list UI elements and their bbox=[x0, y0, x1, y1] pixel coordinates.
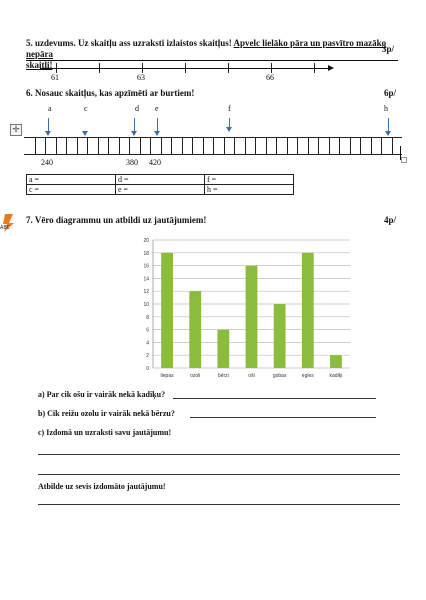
bar-gobas bbox=[274, 304, 286, 368]
ruler-cell-divider bbox=[203, 138, 204, 154]
tick bbox=[314, 63, 315, 73]
ruler-cell-divider bbox=[171, 138, 172, 154]
letter-a: a bbox=[48, 104, 52, 113]
cell-f[interactable]: f = bbox=[204, 175, 293, 185]
ruler-label-1: 240 bbox=[41, 158, 53, 167]
tick bbox=[99, 63, 100, 73]
arrow-a-icon bbox=[45, 131, 51, 136]
tick bbox=[142, 63, 143, 73]
ruler-cell-divider bbox=[308, 138, 309, 154]
cell-a[interactable]: a = bbox=[27, 175, 116, 185]
ruler-cell-divider bbox=[87, 138, 88, 154]
abc-tool-icon[interactable] bbox=[0, 213, 18, 233]
bar-bērzi bbox=[217, 330, 229, 368]
ruler-cell-divider bbox=[266, 138, 267, 154]
tick bbox=[185, 63, 186, 73]
letter-h: h bbox=[384, 104, 388, 113]
task7-points: 4p/ bbox=[384, 215, 397, 225]
ruler-cell-divider bbox=[108, 138, 109, 154]
task6-title: 6. Nosauc skaitļus, kas apzīmēti ar burtiem! bbox=[26, 88, 195, 98]
bar-oši bbox=[246, 266, 258, 368]
answer-line-b[interactable] bbox=[190, 417, 376, 418]
task6-points: 6p/ bbox=[384, 88, 397, 98]
task5-underline bbox=[26, 60, 398, 61]
ruler-cell-divider bbox=[350, 138, 351, 154]
ruler-cell-divider bbox=[213, 138, 214, 154]
letter-d: d bbox=[135, 104, 139, 113]
bar-kadiķi bbox=[330, 355, 342, 368]
ruler-cell-divider bbox=[35, 138, 36, 154]
ruler-cell-divider bbox=[192, 138, 193, 154]
ruler-cell-divider bbox=[77, 138, 78, 154]
bar-egles bbox=[302, 253, 314, 368]
arrow-f-icon bbox=[226, 127, 232, 132]
ruler-cell-divider bbox=[360, 138, 361, 154]
number-line-arrow-icon bbox=[328, 65, 334, 71]
x-tick-label: gobas bbox=[272, 373, 287, 379]
cell-c[interactable]: c = bbox=[27, 185, 116, 195]
letter-e: e bbox=[155, 104, 159, 113]
ruler-cell-divider bbox=[287, 138, 288, 154]
arrow-e-icon bbox=[154, 131, 160, 136]
answer-table bbox=[26, 174, 294, 195]
task5-title bbox=[26, 38, 396, 71]
answer-line-c2[interactable] bbox=[38, 474, 400, 475]
y-tick-label: 10 bbox=[143, 302, 149, 308]
y-tick-label: 0 bbox=[146, 366, 149, 372]
question-c: c) Izdomā un uzraksti savu jautājumu! bbox=[38, 428, 172, 437]
task5-title-lead: 5. uzdevums. Uz skaitļu ass uzraksti izlaistos skaitļus! bbox=[26, 38, 232, 48]
x-tick-label: bērzi bbox=[217, 373, 229, 379]
ruler-cell-divider bbox=[381, 138, 382, 154]
y-tick-label: 4 bbox=[146, 340, 149, 347]
resize-handle[interactable] bbox=[401, 157, 407, 163]
ruler-cell-divider bbox=[98, 138, 99, 154]
arrow-h-shaft bbox=[388, 118, 389, 132]
y-tick-label: 2 bbox=[146, 353, 149, 360]
ruler-cell-divider bbox=[234, 138, 235, 154]
y-tick-label: 18 bbox=[143, 250, 149, 257]
cell-d[interactable]: d = bbox=[115, 175, 204, 185]
bar-liepas bbox=[161, 253, 173, 368]
arrow-a-shaft bbox=[48, 118, 49, 132]
own-question-answer-label: Atbilde uz sevis izdomāto jautājumu! bbox=[38, 482, 166, 491]
answer-line-c1[interactable] bbox=[38, 454, 400, 455]
ruler-cell-divider bbox=[318, 138, 319, 154]
x-tick-label: oši bbox=[248, 373, 255, 379]
ruler-cell-divider bbox=[339, 138, 340, 154]
x-tick-label: ozoli bbox=[190, 373, 201, 379]
ruler-cell-divider bbox=[140, 138, 141, 154]
tick bbox=[56, 63, 57, 73]
y-tick-label: 12 bbox=[143, 289, 149, 296]
arrow-e-shaft bbox=[157, 118, 158, 132]
ruler-cell-divider bbox=[161, 138, 162, 154]
question-b: b) Cik reižu ozolu ir vairāk nekā bērzu? bbox=[38, 409, 175, 418]
task5-title-tail: skaitli! bbox=[26, 60, 53, 70]
task7-title: 7. Vēro diagrammu un atbildi uz jautājumiem! bbox=[26, 215, 207, 225]
ruler-cell-divider bbox=[297, 138, 298, 154]
arrow-h-icon bbox=[385, 131, 391, 136]
ruler-cell-divider bbox=[245, 138, 246, 154]
ruler-cell-divider bbox=[276, 138, 277, 154]
tick bbox=[228, 63, 229, 73]
y-tick-label: 20 bbox=[143, 238, 149, 244]
y-tick-label: 6 bbox=[146, 327, 149, 334]
ruler-cell-divider bbox=[182, 138, 183, 154]
arrow-d-icon bbox=[131, 131, 137, 136]
y-tick-label: 14 bbox=[143, 276, 149, 283]
answer-line-a[interactable] bbox=[173, 398, 376, 399]
ruler-cell-divider bbox=[371, 138, 372, 154]
ruler-cell-divider bbox=[129, 138, 130, 154]
nl5-label-1: 61 bbox=[51, 73, 59, 82]
letter-c: c bbox=[84, 104, 88, 113]
ruler-cell-divider bbox=[255, 138, 256, 154]
tick bbox=[271, 63, 272, 73]
y-tick-label: 8 bbox=[146, 314, 149, 321]
x-tick-label: egles bbox=[301, 373, 314, 379]
task5-points: 3p/ bbox=[382, 44, 395, 54]
ruler-cell-divider bbox=[224, 138, 225, 154]
letter-f: f bbox=[228, 104, 231, 113]
move-handle-icon[interactable]: ✛ bbox=[10, 124, 22, 136]
ruler-cell-divider bbox=[119, 138, 120, 154]
ruler-cell-divider bbox=[66, 138, 67, 154]
arrow-d-shaft bbox=[134, 118, 135, 132]
ruler-cell-divider bbox=[150, 138, 151, 154]
ruler-cell-divider bbox=[392, 138, 393, 154]
nl5-label-3: 66 bbox=[266, 73, 274, 82]
ruler-cell-divider bbox=[329, 138, 330, 154]
cell-e[interactable]: e = bbox=[115, 185, 204, 195]
abc-icon-label: ABC bbox=[0, 225, 11, 231]
answer-line-own[interactable] bbox=[38, 504, 400, 505]
table-row bbox=[27, 185, 294, 195]
task5-title-instruction: Apvelc lielāko pāra un pasvītro mazāko nepāra bbox=[26, 38, 387, 59]
number-ruler bbox=[24, 137, 402, 155]
table-row bbox=[27, 175, 294, 185]
cell-h[interactable]: h = bbox=[204, 185, 293, 195]
arrow-c-icon bbox=[82, 131, 88, 136]
y-tick-label: 16 bbox=[143, 263, 149, 270]
x-tick-label: liepas bbox=[160, 373, 174, 379]
bar-ozoli bbox=[189, 291, 201, 368]
ruler-cell-divider bbox=[56, 138, 57, 154]
ruler-cell-divider bbox=[45, 138, 46, 154]
ruler-label-3: 420 bbox=[149, 158, 161, 167]
ruler-label-2: 380 bbox=[126, 158, 138, 167]
nl5-label-2: 63 bbox=[137, 73, 145, 82]
x-tick-label: kadiķi bbox=[329, 373, 343, 379]
question-a: a) Par cik ošu ir vairāk nekā kadiķu? bbox=[38, 390, 166, 399]
bar-chart bbox=[135, 234, 355, 384]
